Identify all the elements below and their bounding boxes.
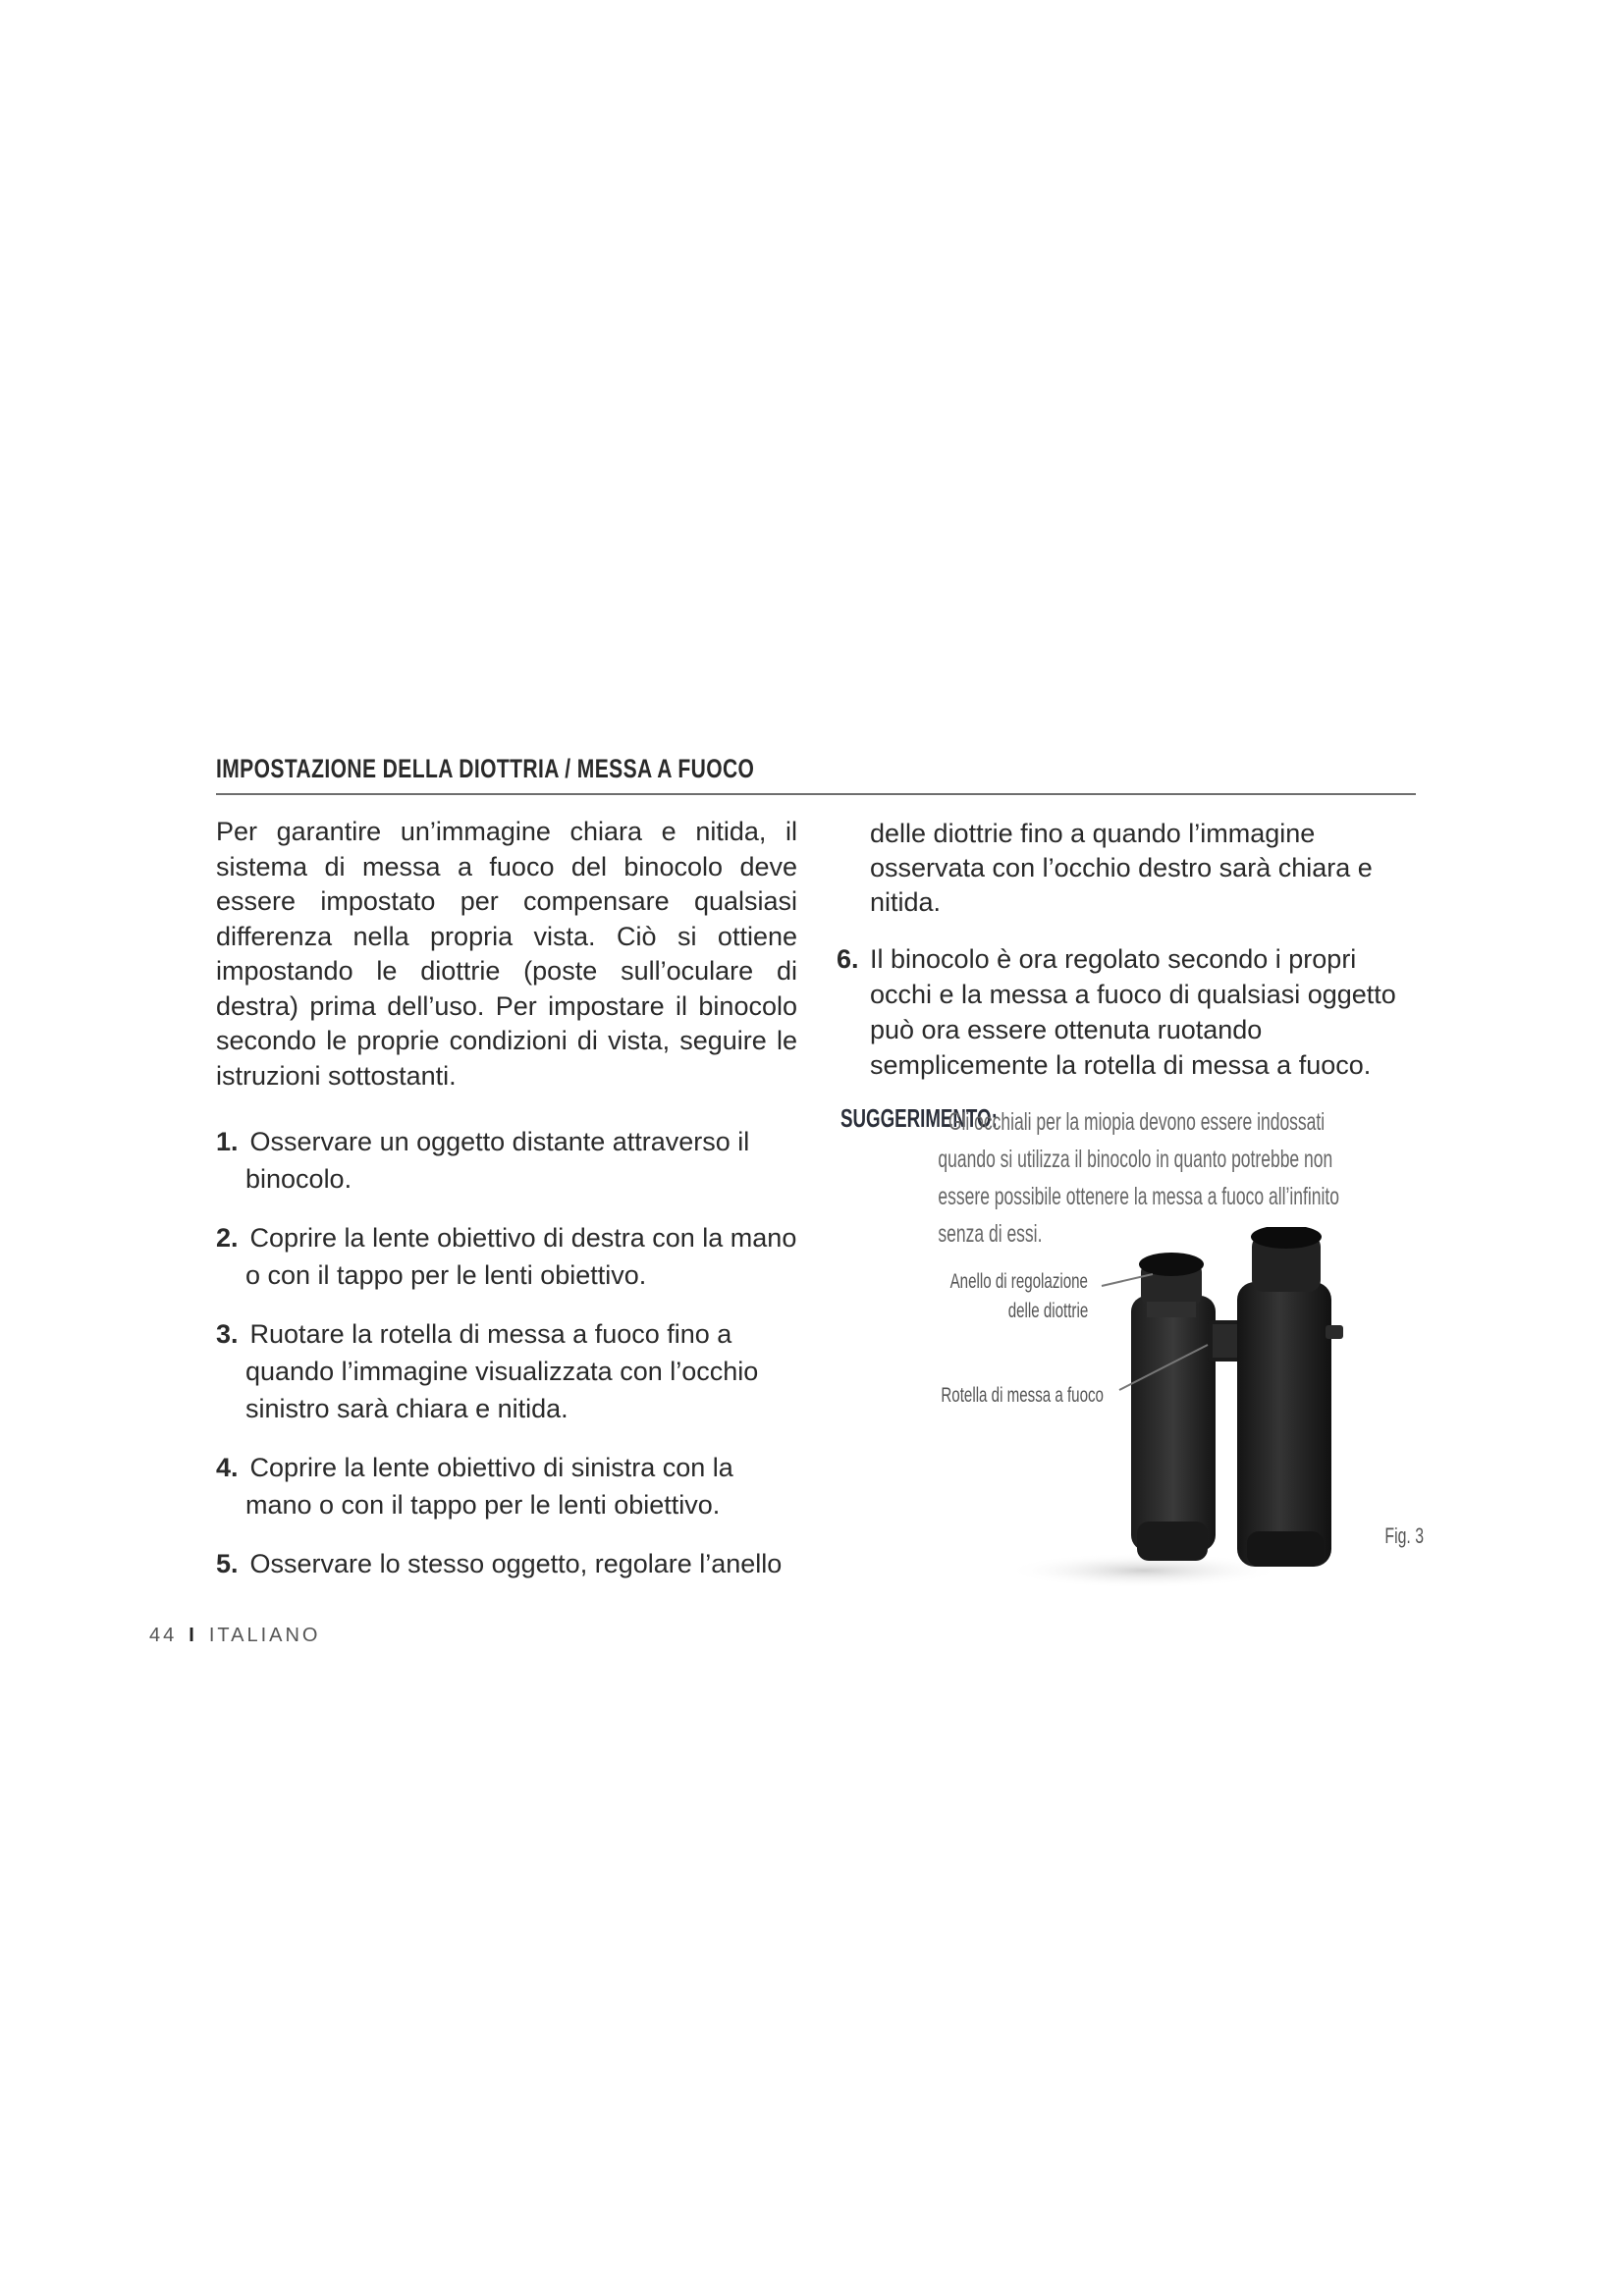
callout-focus-wheel: Rotella di messa a fuoco [941,1384,1104,1407]
step-text: Ruotare la rotella di messa a fuoco fino a quando l’immagine visualizzata con l’occhio sinistro sarà chiara e nitida. [245,1319,759,1423]
right-column [837,815,1416,1083]
tip-label: SUGGERIMENTO: [840,1103,998,1133]
step-text: Coprire la lente obiettivo di sinistra con la mano o con il tappo per le lenti obiettivo. [245,1453,733,1520]
page-number: 44 [149,1625,178,1646]
tip-line: quando si utilizza il binocolo in quanto potrebbe non [938,1146,1333,1173]
page-footer [149,1625,320,1647]
left-column [216,815,797,1604]
tip-line: Gli occhiali per la miopia devono essere indossati [947,1108,1326,1136]
step-number: 5. [216,1549,239,1578]
step-number: 3. [216,1319,239,1349]
tip-line: essere possibile ottenere la messa a fuoco all’infinito [938,1183,1339,1210]
tip-line: senza di essi. [938,1220,1043,1248]
footer-language: ITALIANO [208,1625,321,1646]
step-number: 2. [216,1223,239,1253]
step-text: Coprire la lente obiettivo di destra con la mano o con il tappo per le lenti obiettivo. [245,1223,797,1290]
callout-diopter-line2: delle diottrie [1007,1300,1088,1322]
footer-separator: I [189,1625,197,1646]
steps-list [216,1123,797,1582]
step-text: Osservare un oggetto distante attraverso il binocolo. [245,1127,750,1194]
step-4 [216,1449,797,1523]
step-2 [216,1219,797,1294]
step-number: 1. [216,1127,239,1156]
section-title: IMPOSTAZIONE DELLA DIOTTRIA / MESSA A FUOCO [216,754,755,783]
step-6 [837,941,1416,1083]
figure-label: Fig. 3 [1384,1523,1424,1548]
step-number: 4. [216,1453,239,1482]
step-text: Il binocolo è ora regolato secondo i propri occhi e la messa a fuoco di qualsiasi oggetto può ora essere ottenuta ruotando semplicemente la rotella di messa a fuoco. [870,944,1396,1080]
step-1 [216,1123,797,1198]
step-text: Osservare lo stesso oggetto, regolare l’anello [249,1549,783,1578]
step-number: 6. [837,944,859,974]
section-header [216,754,1416,795]
intro-paragraph: Per garantire un’immagine chiara e nitida, il sistema di messa a fuoco del binocolo deve essere impostato per compensare qualsiasi differenza nella propria vista. Ciò si ottiene impostando le diottrie (poste sull’oculare di destra) prima dell’uso. Per impostare il binocolo secondo le proprie condizioni di vista, seguire le istruzioni sottostanti. [216,817,797,1091]
callout-diopter-line1: Anello di regolazione [949,1270,1088,1293]
step-5 [216,1545,797,1582]
step-5-continued: delle diottrie fino a quando l’immagine osservata con l’occhio destro sarà chiara e nitida. [870,819,1373,917]
step-3 [216,1315,797,1427]
binocular-figure [913,1227,1424,1600]
